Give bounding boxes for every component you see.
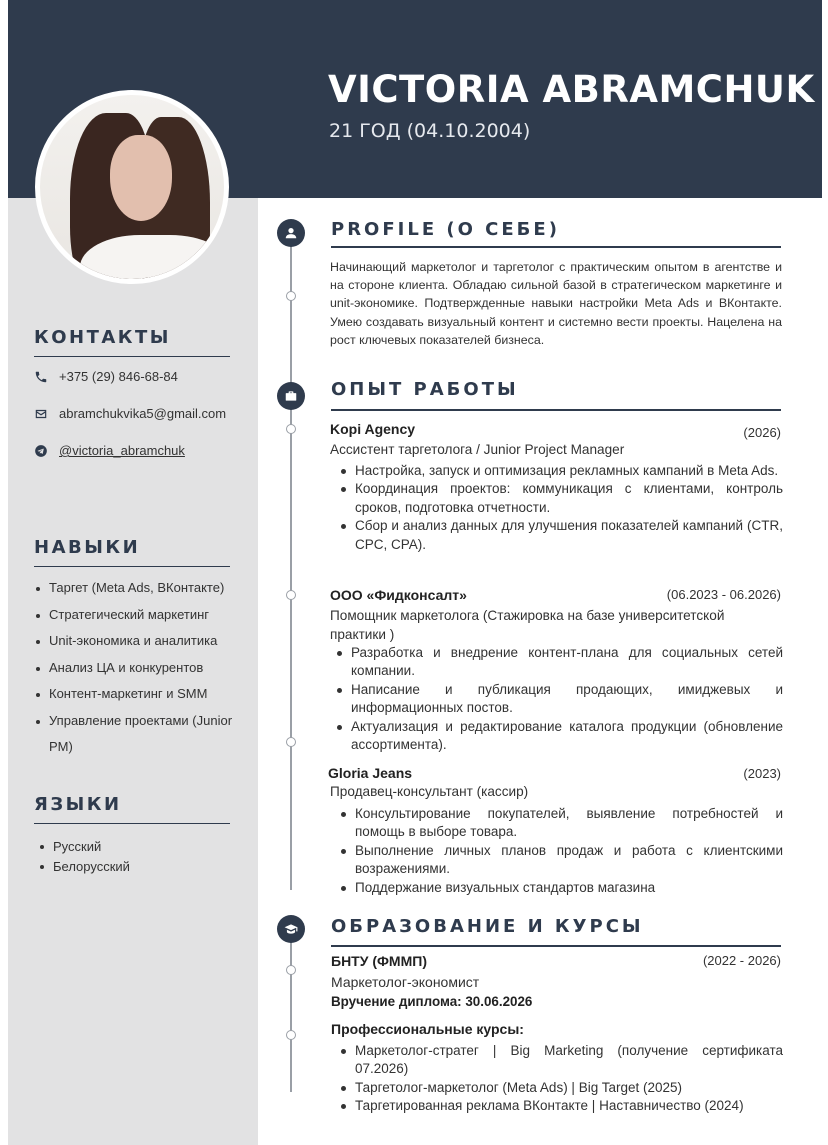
job-bullets bbox=[339, 462, 783, 554]
course-item: Маркетолог-стратег | Big Marketing (получение сертификата 07.2026) bbox=[339, 1042, 783, 1079]
job-bullet: Сбор и анализ данных для улучшения показателей кампаний (CTR, CPC, CPA). bbox=[339, 517, 783, 554]
skill-item: Таргет (Meta Ads, ВКонтакте) bbox=[36, 575, 244, 602]
profile-section-icon bbox=[277, 219, 305, 247]
contacts-heading: КОНТАКТЫ bbox=[34, 327, 171, 348]
phone-contact[interactable] bbox=[34, 369, 178, 384]
phone-icon bbox=[34, 370, 48, 384]
skill-item: Unit-экономика и аналитика bbox=[36, 628, 244, 655]
skills-heading: НАВЫКИ bbox=[34, 537, 141, 558]
job-role: Помощник маркетолога (Стажировка на базе университетской практики ) bbox=[330, 608, 725, 642]
candidate-age: 21 ГОД (04.10.2004) bbox=[329, 120, 531, 142]
skill-item: Стратегический маркетинг bbox=[36, 602, 244, 629]
email-contact[interactable] bbox=[34, 406, 226, 421]
job-role: Ассистент таргетолога / Junior Project Manager bbox=[330, 442, 625, 457]
skill-item: Контент-маркетинг и SMM bbox=[36, 681, 244, 708]
job-company: Kopi Agency bbox=[330, 421, 416, 437]
telegram-handle[interactable]: @victoria_abramchuk bbox=[59, 443, 185, 458]
course-item: Таргетолог-маркетолог (Meta Ads) | Big Target (2025) bbox=[339, 1079, 783, 1097]
diploma-date: Вручение диплома: 30.06.2026 bbox=[331, 994, 533, 1009]
profile-heading: PROFILE (О СЕБЕ) bbox=[331, 219, 560, 240]
languages-list bbox=[40, 837, 130, 876]
courses-heading: Профессиональные курсы: bbox=[331, 1021, 524, 1037]
experience-heading: ОПЫТ РАБОТЫ bbox=[331, 379, 519, 400]
contacts-divider bbox=[34, 356, 230, 357]
briefcase-icon bbox=[284, 389, 298, 403]
education-section-icon bbox=[277, 915, 305, 943]
phone-number: +375 (29) 846-68-84 bbox=[59, 369, 178, 384]
job-bullet: Поддержание визуальных стандартов магазина bbox=[339, 879, 783, 897]
language-item: Русский bbox=[40, 837, 130, 857]
course-item: Таргетированная реклама ВКонтакте | Наставничество (2024) bbox=[339, 1097, 783, 1115]
education-heading: ОБРАЗОВАНИЕ И КУРСЫ bbox=[331, 916, 644, 937]
timeline-dot bbox=[286, 590, 296, 600]
timeline-line bbox=[290, 245, 292, 890]
job-date: (06.2023 - 06.2026) bbox=[666, 587, 781, 602]
timeline-line-education bbox=[290, 940, 292, 1092]
education-school: БНТУ (ФММП) bbox=[331, 953, 427, 969]
job-bullets bbox=[335, 644, 783, 754]
telegram-contact[interactable] bbox=[34, 443, 185, 458]
skills-divider bbox=[34, 566, 230, 567]
education-date: (2022 - 2026) bbox=[702, 953, 781, 968]
skill-item: Управление проектами (Junior PM) bbox=[36, 708, 244, 761]
courses-list bbox=[339, 1042, 783, 1116]
job-bullet: Выполнение личных планов продаж и работа с клиентскими возражениями. bbox=[339, 842, 783, 879]
graduation-cap-icon bbox=[284, 922, 298, 936]
timeline-dot bbox=[286, 737, 296, 747]
experience-section-icon bbox=[277, 382, 305, 410]
job-bullet: Настройка, запуск и оптимизация рекламных кампаний в Meta Ads. bbox=[339, 462, 783, 480]
education-specialty: Маркетолог-экономист bbox=[331, 974, 480, 990]
telegram-icon bbox=[34, 444, 48, 458]
skill-item: Анализ ЦА и конкурентов bbox=[36, 655, 244, 682]
languages-heading: ЯЗЫКИ bbox=[34, 794, 122, 815]
job-bullet: Координация проектов: коммуникация с клиентами, контроль сроков, подготовка отчетности. bbox=[339, 480, 783, 517]
job-bullet: Консультирование покупателей, выявление потребностей и помощь в выборе товара. bbox=[339, 805, 783, 842]
job-bullets bbox=[339, 805, 783, 897]
profile-text: Начинающий маркетолог и таргетолог с практическим опытом в агентстве и на стороне клиента. Обладаю сильной базой в стратегическом маркетинге и unit-экономике. Подтвержденные навыки настройки Meta Ads и ВКонтакте. Умею создавать визуальный контент и системно вести проекты. Нацелена на рост ключевых показателей бизнеса. bbox=[330, 260, 782, 347]
timeline-dot bbox=[286, 424, 296, 434]
skills-list bbox=[36, 575, 244, 761]
experience-divider bbox=[331, 409, 781, 411]
email-address: abramchukvika5@gmail.com bbox=[59, 406, 227, 421]
job-date: (2023) bbox=[743, 766, 781, 781]
job-bullet: Написание и публикация продающих, имиджевых и информационных постов. bbox=[335, 681, 783, 718]
mail-icon bbox=[34, 407, 48, 421]
languages-divider bbox=[34, 823, 230, 824]
timeline-dot bbox=[286, 1030, 296, 1040]
user-icon bbox=[284, 226, 298, 240]
job-company: ООО «Фидконсалт» bbox=[330, 587, 467, 603]
timeline-dot bbox=[286, 965, 296, 975]
language-item: Белорусский bbox=[40, 857, 130, 877]
job-date: (2026) bbox=[743, 425, 781, 440]
job-bullet: Актуализация и редактирование каталога продукции (обновление ассортимента). bbox=[335, 718, 783, 755]
job-bullet: Разработка и внедрение контент-плана для социальных сетей компании. bbox=[335, 644, 783, 681]
profile-divider bbox=[331, 246, 781, 248]
candidate-name: VICTORIA ABRAMCHUK bbox=[328, 68, 815, 111]
education-divider bbox=[331, 945, 781, 947]
timeline-dot bbox=[286, 291, 296, 301]
job-company: Gloria Jeans bbox=[328, 765, 413, 781]
profile-photo bbox=[35, 90, 229, 284]
job-role: Продавец-консультант (кассир) bbox=[330, 784, 529, 799]
